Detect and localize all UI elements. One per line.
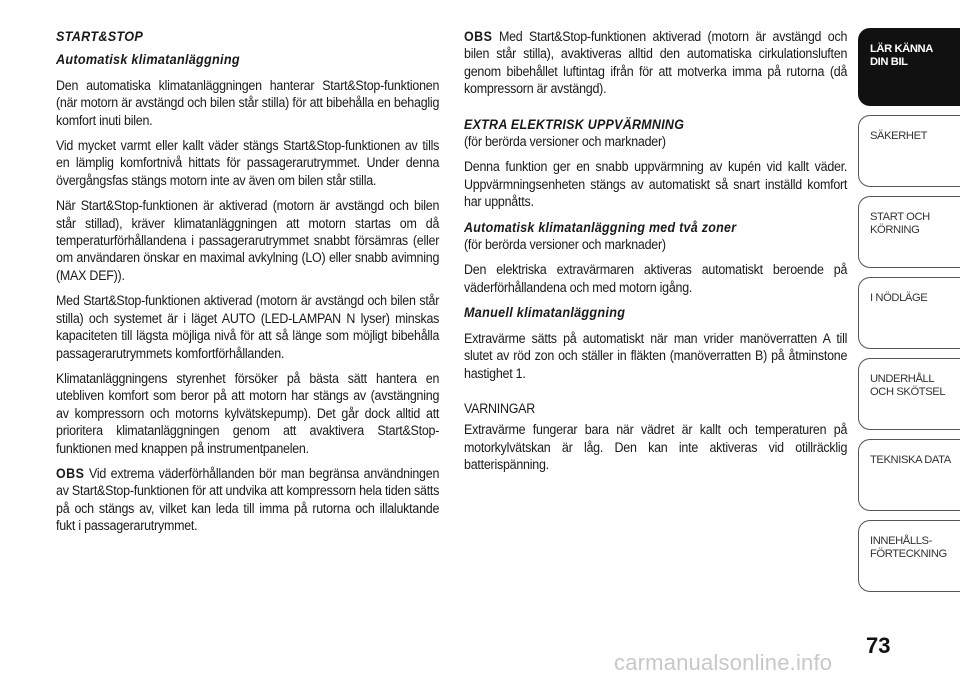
obs-text: Vid extrema väderförhållanden bör man begränsa användningen av Start&Stop-funktionen för att undvika att kompressorn hela tiden sätts på och stängs av, vilket kan leda till imma på rutorna och illaluktande fukt i passagerarutrymmet. <box>56 465 440 534</box>
section-title: START&STOP <box>56 29 144 44</box>
obs-label: OBS <box>464 29 493 44</box>
dual-zone-note: (för berörda versioner och marknader) <box>464 237 666 253</box>
obs-note <box>464 28 847 98</box>
manual-title: Manuell klimatanläggning <box>464 305 626 321</box>
warnings-text: Extravärme fungerar bara när vädret är kallt och temperaturen på motorkylvätskan är låg. Den kan inte aktiveras vid otillräcklig batterispänning. <box>464 422 848 473</box>
subsection-title: Automatisk klimatanläggning <box>56 52 240 68</box>
chapter-tabs <box>858 28 960 601</box>
tab-i-nodlage[interactable] <box>858 277 960 349</box>
dual-zone-title: Automatisk klimatanläggning med två zoner <box>464 219 737 235</box>
extra-heating-text: Denna funktion ger en snabb uppvärmning av kupén vid kallt väder. Uppvärmningsenheten stängs av automatiskt så snart inställd komfort har uppnåtts. <box>464 159 848 210</box>
dual-zone-text: Den elektriska extravärmaren aktiveras automatiskt beroende på väderförhållandena och med motorn igång. <box>464 262 848 295</box>
tab-label: I NÖDLÄGE <box>870 292 928 304</box>
obs-note <box>56 465 439 535</box>
tab-underhall-och-skotsel[interactable] <box>858 358 960 430</box>
right-column <box>464 28 847 482</box>
warnings-label: VARNINGAR <box>464 400 536 416</box>
tab-label: KÖRNING <box>870 224 920 236</box>
paragraph: När Start&Stop-funktionen är aktiverad (motorn är avstängd och bilen står stillad), kräver klimatanläggningen att motorn startas om då temperaturförhållandena i passagerarutrymmet snabbt försämras (eller om användaren önskar en maximal avkylning (LO) eller snabb avimning (MAX DEF)). <box>56 198 440 283</box>
tab-start-och-korning[interactable] <box>858 196 960 268</box>
obs-text: Med Start&Stop-funktionen aktiverad (motorn är avstängd och bilen står stilla), avaktiveras alltid den automatiska cirkulationsluften genom bibehållet luftintag ifrån för att motverka imma på rutorna (då kompressorn är avstängd). <box>464 29 848 97</box>
manual-text: Extravärme sätts på automatiskt när man vrider manöverratten A till slutet av röd zon och ställer in fläkten (manöverratten B) på åtminstone hastighet 1. <box>464 330 848 381</box>
tab-label: LÄR KÄNNA <box>870 43 933 55</box>
watermark: carmanualsonline.info <box>614 650 833 675</box>
paragraph: Med Start&Stop-funktionen aktiverad (motorn är avstängd och bilen står stilla) och systemet är i läget AUTO (LED-LAMPAN N lyser) minskas kapaciteten till lägsta möjliga nivå för att så länge som möjligt bibehålla passagerarutrymmets komfortförhållanden. <box>56 293 440 361</box>
tab-label: UNDERHÅLL <box>870 373 935 385</box>
tab-label: DIN BIL <box>870 56 908 68</box>
tab-innehallsforteckning[interactable] <box>858 520 960 592</box>
tab-label: START OCH <box>870 211 930 223</box>
paragraph: Den automatiska klimatanläggningen hanterar Start&Stop-funktionen (när motorn är avstängd och bilen står stilla) för att bibehålla en behaglig komfort inuti bilen. <box>56 77 440 128</box>
tab-label: SÄKERHET <box>870 130 928 142</box>
paragraph: Vid mycket varmt eller kallt väder stängs Start&Stop-funktionen av tills en lämplig komfortnivå hittats för passagerarutrymmet. Under denna övergångsfas stängs motorn inte av även om bilen står stilla. <box>56 138 440 188</box>
tab-label: INNEHÅLLS- <box>870 535 932 547</box>
paragraph: Klimatanläggningens styrenhet försöker på bästa sätt hantera en utebliven komfort som beror på att motorn har stängs av (avstängning av kompressorn och motorns kylvätskepump). Det går dock alltid att prioritera klimatanläggningen genom att avaktivera Start&Stop-funktionen med knappen på instrumentpanelen. <box>56 370 440 456</box>
extra-heating-title: EXTRA ELEKTRISK UPPVÄRMNING <box>464 116 685 132</box>
obs-label: OBS <box>56 465 85 481</box>
tab-tekniska-data[interactable] <box>858 439 960 511</box>
tab-label: TEKNISKA DATA <box>870 454 951 466</box>
page-number: 73 <box>866 633 891 658</box>
tab-label: OCH SKÖTSEL <box>870 386 946 398</box>
tab-label: FÖRTECKNING <box>870 548 947 560</box>
extra-heating-note: (för berörda versioner och marknader) <box>464 134 666 150</box>
left-column <box>56 28 439 543</box>
tab-lar-kanna-din-bil[interactable] <box>858 28 960 106</box>
tab-sakerhet[interactable] <box>858 115 960 187</box>
